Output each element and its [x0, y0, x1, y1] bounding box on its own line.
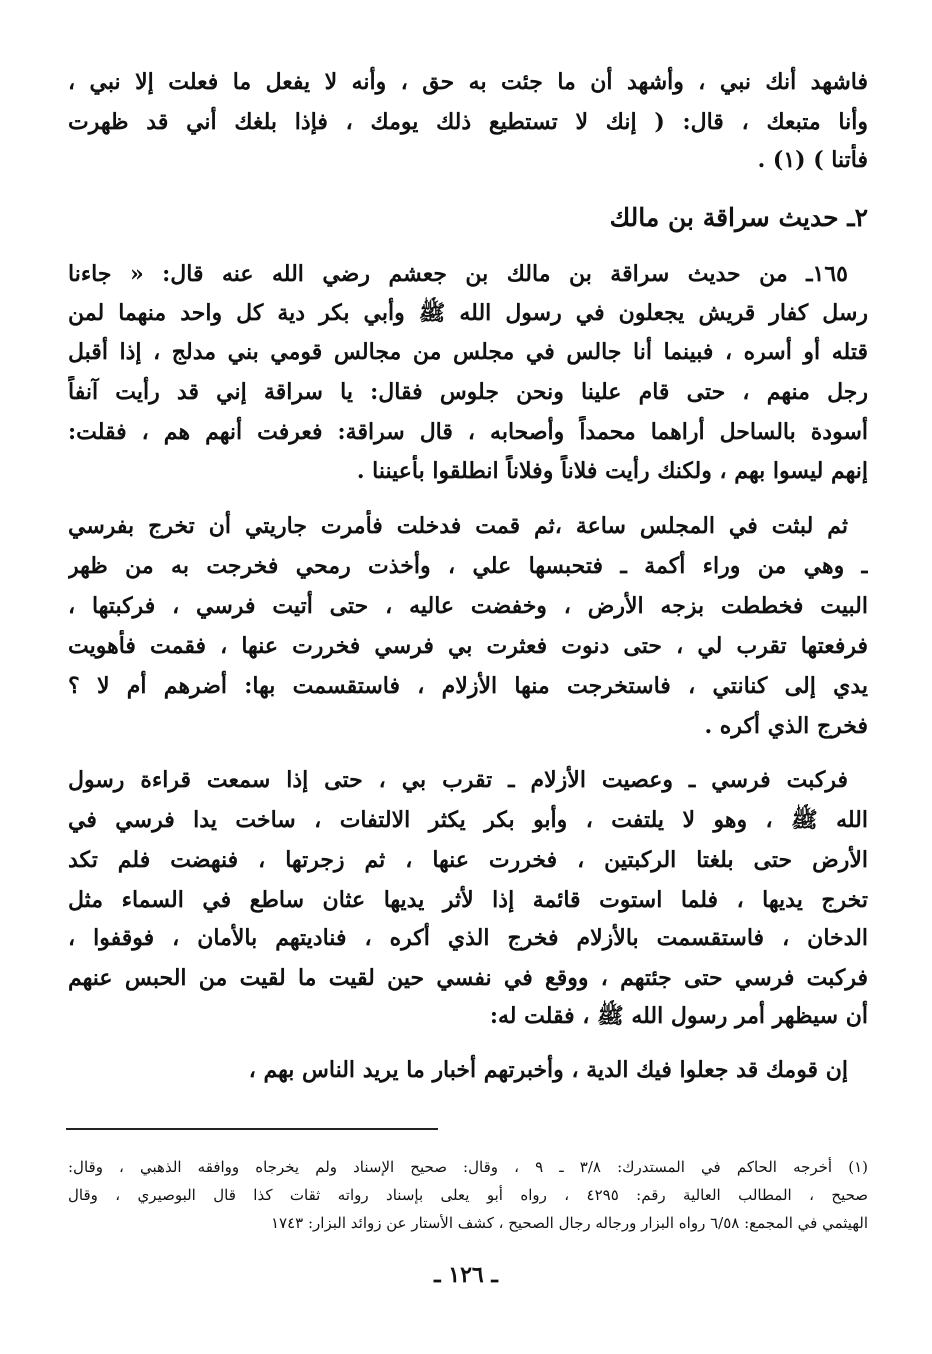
paragraph-3-line-2: الله ﷺ ، وهو لا يلتفت ، وأبو بكر يكثر الالتفات ، ساخت يدا فرسي في	[68, 807, 868, 833]
paragraph-2-line-6: فخرج الذي أكره .	[704, 713, 868, 739]
page-number: ـ ١٢٦ ـ	[434, 1262, 498, 1288]
paragraph-3-line-1: فركبت فرسي ـ وعصيت الأزلام ـ تقرب بي ، حتى إذا سمعت قراءة رسول	[68, 767, 848, 793]
intro-line-1: فاشهد أنك نبي ، وأشهد أن ما جئت به حق ، وأنه لا يفعل ما فعلت إلا نبي ،	[68, 69, 868, 95]
paragraph-3-line-3: الأرض حتى بلغتا الركبتين ، فخررت عنها ، ثم زجرتها ، فنهضت فلم تكد	[68, 847, 868, 873]
paragraph-1-line-5: أسودة بالساحل أراهما محمداً وأصحابه ، قال سراقة: فعرفت أنهم هم ، فقلت:	[68, 419, 868, 445]
paragraph-1-line-1: ١٦٥ـ من حديث سراقة بن مالك بن جعشم رضي الله عنه قال: « جاءنا	[68, 261, 848, 287]
paragraph-2-line-3: البيت فخططت بزجه الأرض ، وخفضت عاليه ، حتى أتيت فرسي ، فركبتها ،	[68, 593, 868, 619]
paragraph-2-line-1: ثم لبثت في المجلس ساعة ،ثم قمت فدخلت فأمرت جاريتي أن تخرج بفرسي	[68, 513, 848, 539]
paragraph-4-line-1: إن قومك قد جعلوا فيك الدية ، وأخبرتهم أخبار ما يريد الناس بهم ،	[248, 1057, 848, 1083]
paragraph-3-line-6: فركبت فرسي حتى جئتهم ، ووقع في نفسي حين لقيت ما لقيت من الحبس عنهم	[68, 965, 868, 991]
footnote-line-2: صحيح ، المطالب العالية رقم: ٤٢٩٥ ، رواه أبو يعلى بإسناد رواته ثقات كذا قال البوصيري ، وقال	[68, 1186, 868, 1204]
paragraph-2-line-2: ـ وهي من وراء أكمة ـ فتحبسها علي ، وأخذت رمحي فخرجت به من ظهر	[68, 553, 868, 579]
intro-line-2: وأنا متبعك ، قال: ( إنك لا تستطيع ذلك يومك ، فإذا بلغك أني قد ظهرت	[68, 109, 868, 135]
paragraph-1-line-6: إنهم ليسوا بهم ، ولكنك رأيت فلاناً وفلاناً انطلقوا بأعيننا .	[356, 458, 868, 484]
footnote-line-1: (١) أخرجه الحاكم في المستدرك: ٣/٨ ـ ٩ ، وقال: صحيح الإسناد ولم يخرجاه ووافقه الذهبي ، وقال:	[68, 1158, 868, 1176]
paragraph-1-line-3: قتله أو أسره ، فبينما أنا جالس في مجلس من مجالس قومي بني مدلج ، إذا أقبل	[68, 339, 868, 365]
intro-line-3: فأتنا ) (١) .	[757, 147, 868, 173]
footnote-line-3: الهيثمي في المجمع: ٦/٥٨ رواه البزار ورجاله رجال الصحيح ، كشف الأستار عن زوائد البزار: ١٧٤٣	[271, 1214, 868, 1232]
paragraph-2-line-5: يدي إلى كنانتي ، فاستخرجت منها الأزلام ، فاستقسمت بها: أضرهم أم لا ؟	[68, 673, 868, 699]
paragraph-3-line-5: الدخان ، فاستقسمت بالأزلام فخرج الذي أكره ، فناديتهم بالأمان ، فوقفوا ،	[68, 925, 868, 951]
paragraph-3-line-7: أن سيظهر أمر رسول الله ﷺ ، فقلت له:	[489, 1003, 868, 1029]
section-heading: ٢ـ حديث سراقة بن مالك	[609, 203, 868, 232]
paragraph-2-line-4: فرفعتها تقرب لي ، حتى دنوت فعثرت بي فرسي فخررت عنها ، فقمت فأهويت	[68, 633, 868, 659]
paragraph-1-line-4: رجل منهم ، حتى قام علينا ونحن جلوس فقال: يا سراقة إني قد رأيت آنفاً	[68, 379, 868, 405]
footnote-separator	[66, 1128, 438, 1130]
paragraph-1-line-2: رسل كفار قريش يجعلون في رسول الله ﷺ وأبي بكر دية كل واحد منهما لمن	[68, 300, 868, 326]
paragraph-3-line-4: تخرج يديها ، فلما استوت قائمة إذا لأثر يديها عثان ساطع في السماء مثل	[68, 887, 868, 913]
